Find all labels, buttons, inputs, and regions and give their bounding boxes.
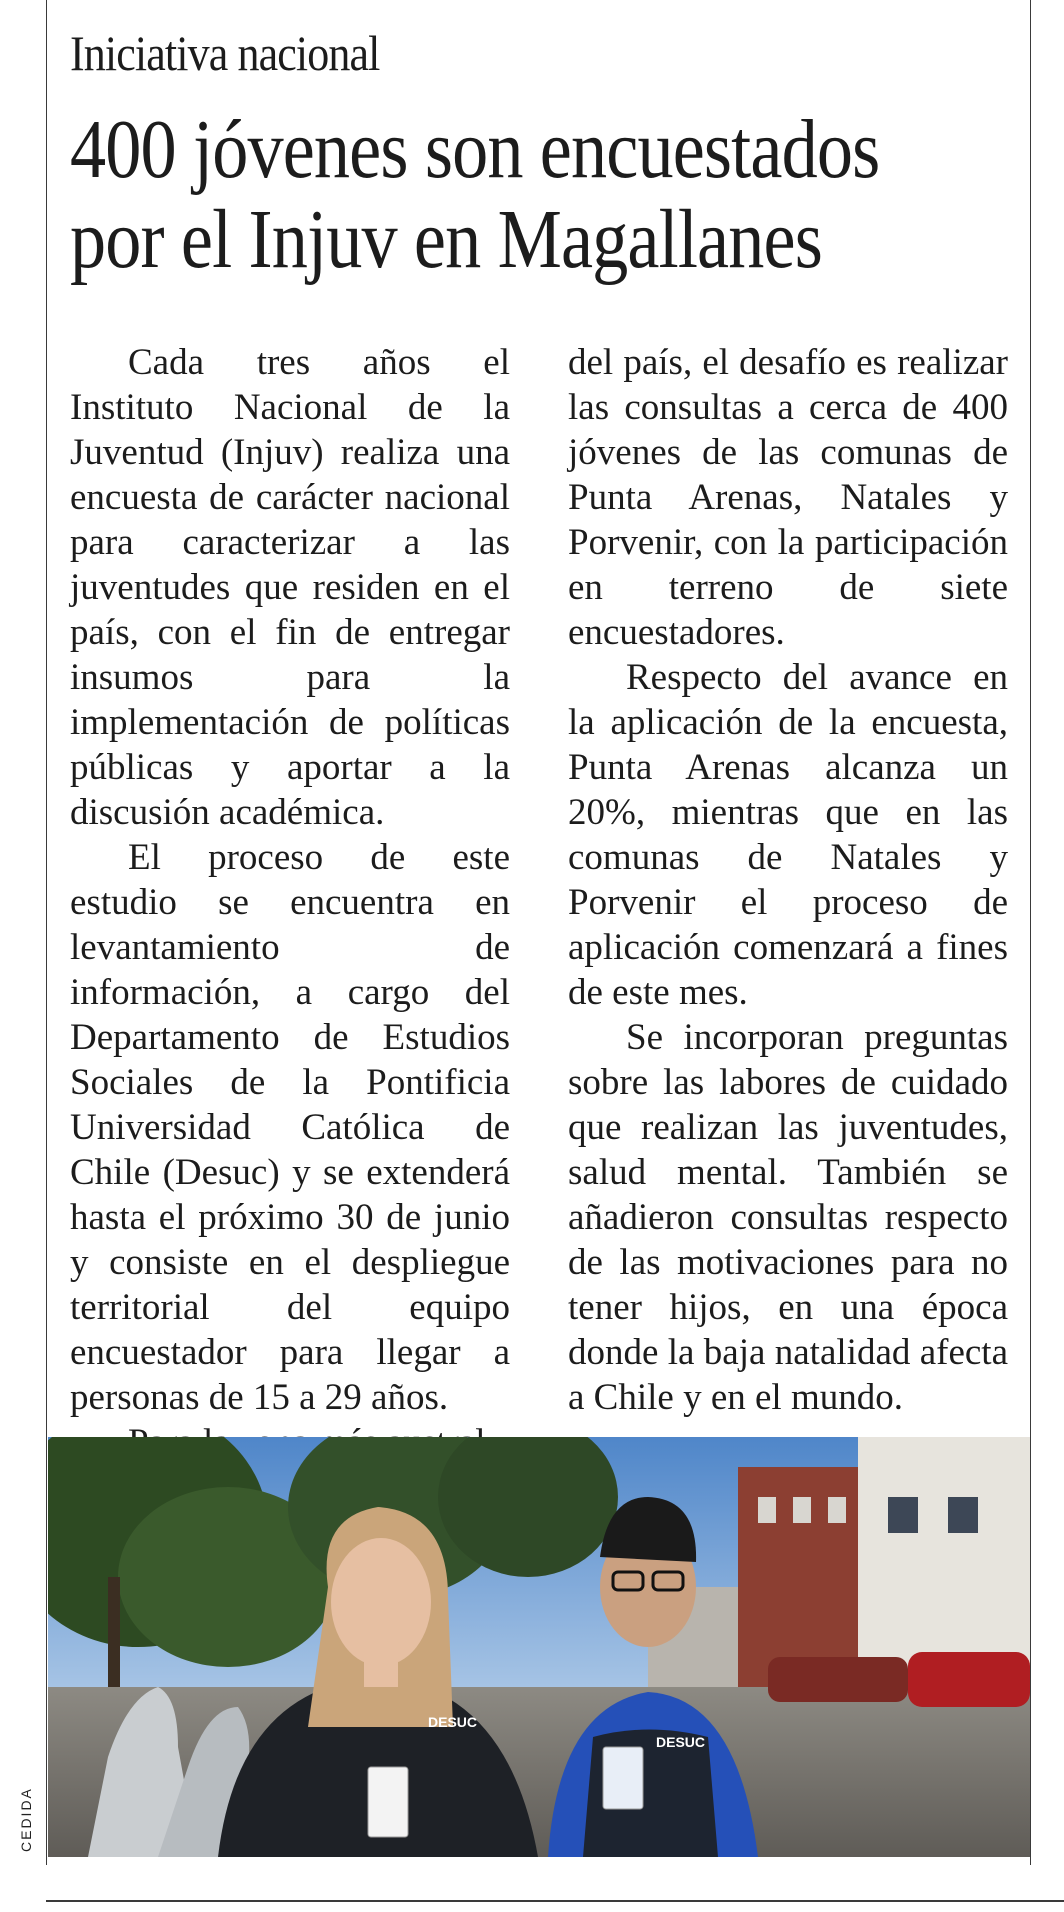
paragraph: El proceso de este estudio se encuentra en levantamiento de información, a cargo del Departamento de Estudios Sociales de la Pontificia Universidad Católica de Chile (Desuc) y se extenderá hasta el próximo 30 de junio y consiste en el despliegue territorial del equipo encuestador para llegar a personas de 15 a 29 años. xyxy=(70,837,510,1418)
article-photo xyxy=(48,1437,1030,1857)
vest-logo-right: DESUC xyxy=(656,1734,706,1750)
article-kicker: Iniciativa nacional xyxy=(70,25,380,81)
bottom-rule xyxy=(46,1900,1064,1902)
left-frame-rule xyxy=(46,0,47,1865)
photo-credit: CEDIDA xyxy=(18,1787,34,1852)
headline-line-1: 400 jóvenes son encuestados xyxy=(70,103,880,196)
vest-logo-left: DESUC xyxy=(428,1714,478,1730)
paragraph: Respecto del avance en la aplicación de la encuesta, Punta Arenas alcanza un 20%, mientras que en las comunas de Natales y Porvenir el proceso de aplicación comenzará a fines de este mes. xyxy=(568,657,1008,1013)
right-frame-rule xyxy=(1030,0,1031,1865)
parked-cars xyxy=(768,1652,1030,1707)
headline-line-2: por el Injuv en Magallanes xyxy=(70,193,822,286)
article-headline xyxy=(70,105,879,285)
paragraph: Se incorporan preguntas sobre las labores de cuidado que realizan las juventudes, salud mental. También se añadieron consultas respecto de las motivaciones para no tener hijos, en una época donde la baja natalidad afecta a Chile y en el mundo. xyxy=(568,1017,1008,1418)
article-column-right xyxy=(568,340,1008,1420)
paragraph: del país, el desafío es realizar las consultas a cerca de 400 jóvenes de las comunas de Punta Arenas, Natales y Porvenir, con la participación en terreno de siete encuestadores. xyxy=(568,342,1008,653)
paragraph: Cada tres años el Instituto Nacional de la Juventud (Injuv) realiza una encuesta de carácter nacional para caracterizar a las juventudes que residen en el país, con el fin de entregar insumos para la implementación de políticas públicas y aportar a la discusión académica. xyxy=(70,342,510,833)
article-column-left xyxy=(70,340,510,1465)
